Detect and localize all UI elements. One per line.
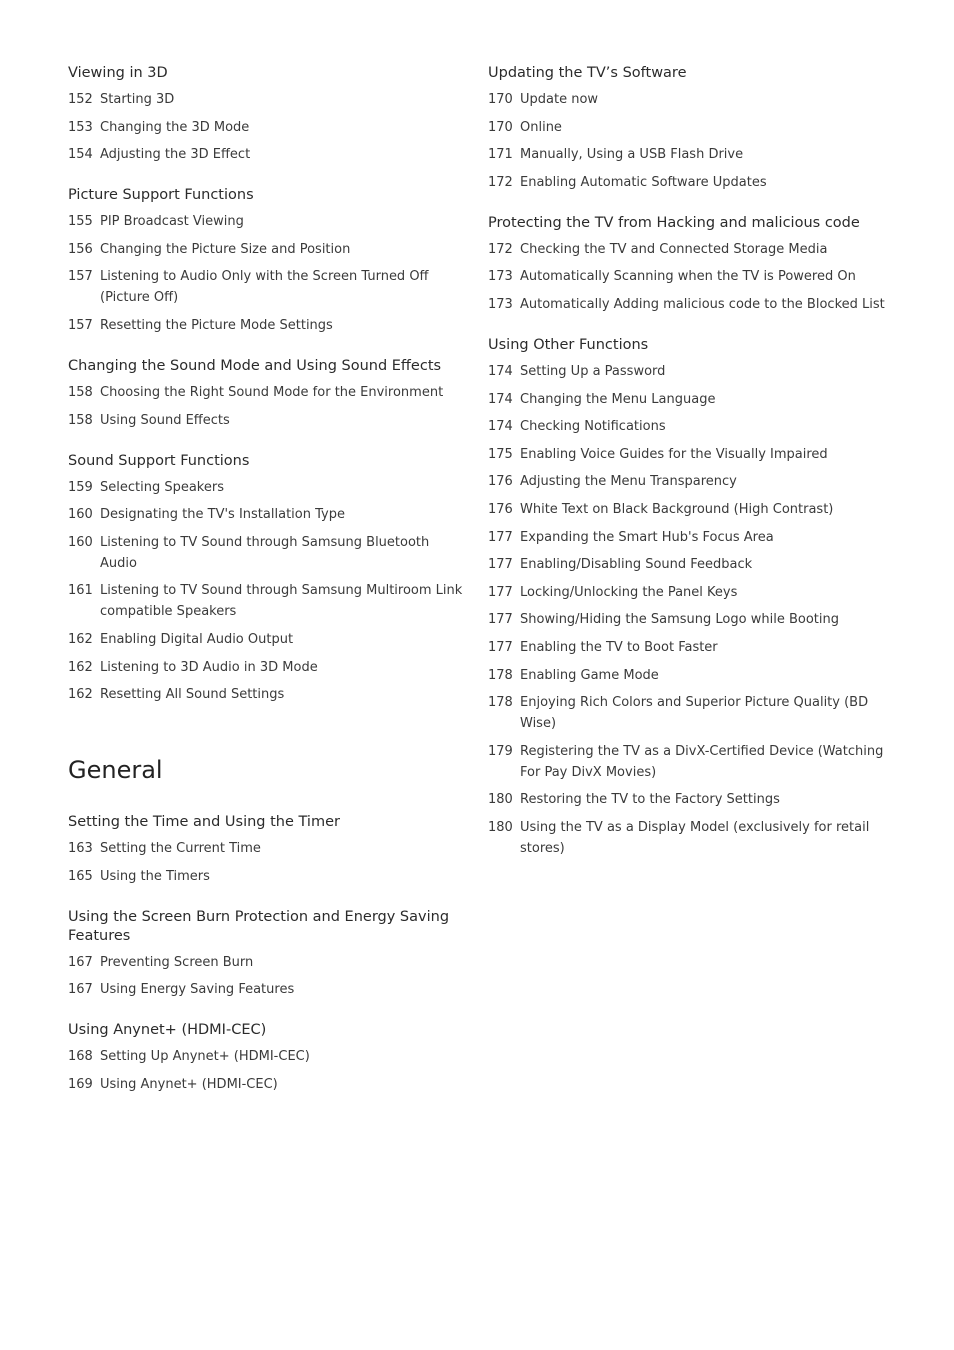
section-title[interactable]: Viewing in 3D (68, 65, 168, 81)
entry-title: Using the TV as a Display Model (exclusively for retail stores) (520, 819, 870, 856)
toc-entry[interactable] (488, 471, 888, 492)
entry-page-number: 168 (68, 1049, 93, 1065)
entry-page-number: 155 (68, 214, 93, 230)
section-title[interactable]: Sound Support Functions (68, 452, 250, 469)
toc-entry[interactable] (488, 665, 888, 686)
toc-entry[interactable] (68, 1046, 468, 1067)
entry-title: Using Anynet+ (HDMI-CEC) (100, 1076, 278, 1092)
entry-title: Listening to TV Sound through Samsung Multiroom Link compatible Speakers (100, 583, 463, 620)
toc-entry[interactable] (68, 117, 468, 138)
toc-entry[interactable] (488, 416, 888, 437)
chapter-title: General (68, 756, 163, 785)
toc-entry[interactable] (68, 477, 468, 498)
section-title[interactable]: Protecting the TV from Hacking and malicious code (488, 214, 860, 231)
entry-page-number: 171 (488, 147, 513, 163)
entry-page-number: 179 (488, 743, 513, 759)
entry-page-number: 177 (488, 584, 513, 600)
entry-page-number: 169 (68, 1076, 93, 1092)
toc-section (488, 336, 888, 859)
entry-page-number: 170 (488, 92, 513, 107)
section-title[interactable]: Setting the Time and Using the Timer (68, 814, 340, 831)
toc-entry[interactable] (68, 144, 468, 165)
entry-title: Enabling/Disabling Sound Feedback (520, 557, 753, 573)
entry-title: Enabling Game Mode (520, 667, 659, 683)
toc-entry[interactable] (488, 637, 888, 658)
toc-entry[interactable] (488, 817, 888, 859)
entry-title: Update now (520, 92, 599, 107)
entry-title: Choosing the Right Sound Mode for the Environment (100, 384, 444, 400)
toc-entry[interactable] (68, 532, 468, 574)
entry-title: Adjusting the Menu Transparency (520, 474, 737, 490)
section-title[interactable]: Using Other Functions (488, 336, 649, 353)
toc-entry[interactable] (68, 1074, 468, 1095)
entry-page-number: 176 (488, 501, 513, 517)
toc-entry[interactable] (488, 89, 888, 110)
entry-title: Enabling Digital Audio Output (100, 631, 294, 647)
entry-title: Registering the TV as a DivX-Certified Device (Watching For Pay DivX Movies) (520, 743, 884, 780)
toc-section (68, 908, 468, 1001)
entry-page-number: 157 (68, 269, 93, 285)
right-sections (488, 64, 888, 859)
entry-title: PIP Broadcast Viewing (100, 214, 244, 230)
toc-entry[interactable] (68, 580, 468, 622)
toc-entry[interactable] (68, 684, 468, 705)
entry-page-number: 180 (488, 792, 513, 808)
toc-entry[interactable] (68, 266, 468, 308)
entry-page-number: 156 (68, 241, 93, 257)
entry-title: Listening to TV Sound through Samsung Bluetooth Audio (100, 534, 430, 571)
toc-entry[interactable] (68, 410, 468, 431)
section-title[interactable]: Updating the TV’s Software (488, 65, 687, 81)
toc-left-column (68, 64, 468, 1116)
toc-entry[interactable] (68, 504, 468, 525)
entry-page-number: 174 (488, 363, 513, 379)
toc-entry[interactable] (488, 144, 888, 165)
toc-entry[interactable] (488, 389, 888, 410)
entry-title: Checking the TV and Connected Storage Media (520, 241, 828, 257)
toc-entry[interactable] (488, 172, 888, 193)
entry-page-number: 167 (68, 954, 93, 970)
toc-entry[interactable] (488, 294, 888, 315)
entry-page-number: 170 (488, 119, 513, 135)
toc-entry[interactable] (68, 315, 468, 336)
section-title[interactable]: Using the Screen Burn Protection and Energy Saving Features (68, 908, 450, 944)
entry-page-number: 174 (488, 419, 513, 435)
entry-page-number: 152 (68, 92, 93, 107)
entry-page-number: 176 (488, 474, 513, 490)
entry-title: Selecting Speakers (100, 479, 224, 495)
entry-page-number: 153 (68, 119, 93, 135)
section-title[interactable]: Using Anynet+ (HDMI-CEC) (68, 1022, 267, 1039)
entry-title: Changing the 3D Mode (100, 119, 250, 135)
toc-entry[interactable] (68, 838, 468, 859)
entry-title: Manually, Using a USB Flash Drive (520, 147, 744, 163)
toc-entry[interactable] (68, 211, 468, 232)
entry-title: Changing the Picture Size and Position (100, 241, 351, 257)
entry-page-number: 158 (68, 412, 93, 428)
entry-title: Designating the TV's Installation Type (100, 507, 345, 523)
toc-section (68, 64, 468, 165)
entry-page-number: 178 (488, 695, 513, 711)
toc-entry[interactable] (488, 361, 888, 382)
toc-section (68, 357, 468, 431)
entry-page-number: 154 (68, 147, 93, 163)
left-sections-before (68, 64, 468, 705)
entry-title: Resetting All Sound Settings (100, 687, 285, 703)
toc-entry[interactable] (488, 527, 888, 548)
entry-page-number: 173 (488, 296, 513, 312)
toc-entry[interactable] (68, 657, 468, 678)
entry-title: Using Energy Saving Features (100, 982, 295, 998)
toc-entry[interactable] (488, 609, 888, 630)
entry-title: Setting Up Anynet+ (HDMI-CEC) (100, 1049, 310, 1065)
toc-entry[interactable] (488, 266, 888, 287)
entry-title: Listening to 3D Audio in 3D Mode (100, 659, 318, 675)
entry-title: Online (520, 119, 562, 135)
left-sections-after (68, 813, 468, 1095)
entry-page-number: 162 (68, 659, 93, 675)
toc-entry[interactable] (488, 582, 888, 603)
entry-page-number: 160 (68, 534, 93, 550)
section-title[interactable]: Picture Support Functions (68, 187, 254, 204)
toc-section (68, 1021, 468, 1095)
entry-page-number: 162 (68, 687, 93, 703)
entry-page-number: 173 (488, 269, 513, 285)
toc-entry[interactable] (488, 554, 888, 575)
toc-entry[interactable] (68, 382, 468, 403)
toc-section (68, 452, 468, 706)
entry-page-number: 178 (488, 667, 513, 683)
entry-page-number: 177 (488, 557, 513, 573)
entry-page-number: 177 (488, 639, 513, 655)
entry-page-number: 177 (488, 612, 513, 628)
toc-entry[interactable] (488, 444, 888, 465)
entry-title: Expanding the Smart Hub's Focus Area (520, 529, 774, 545)
entry-title: Changing the Menu Language (520, 391, 716, 407)
entry-title: Adjusting the 3D Effect (100, 147, 251, 163)
entry-title: Checking Notifications (520, 419, 666, 435)
entry-page-number: 180 (488, 819, 513, 835)
entry-title: Enjoying Rich Colors and Superior Picture Quality (BD Wise) (520, 695, 869, 732)
toc-entry[interactable] (488, 692, 888, 734)
entry-title: Automatically Adding malicious code to the Blocked List (520, 296, 885, 312)
toc-entry[interactable] (68, 866, 468, 887)
toc-entry[interactable] (68, 952, 468, 973)
entry-title: Setting the Current Time (100, 841, 261, 857)
entry-page-number: 165 (68, 868, 93, 884)
entry-title: Locking/Unlocking the Panel Keys (520, 584, 738, 600)
toc-entry[interactable] (488, 117, 888, 138)
toc-section (68, 813, 468, 887)
toc-entry[interactable] (488, 741, 888, 783)
entry-page-number: 162 (68, 631, 93, 647)
entry-title: Listening to Audio Only with the Screen Turned Off (Picture Off) (100, 269, 429, 306)
entry-title: Using the Timers (100, 868, 210, 884)
entry-page-number: 172 (488, 174, 513, 190)
entry-title: White Text on Black Background (High Contrast) (520, 501, 834, 517)
section-title[interactable]: Changing the Sound Mode and Using Sound Effects (68, 357, 442, 374)
entry-page-number: 177 (488, 529, 513, 545)
entry-page-number: 159 (68, 479, 93, 495)
entry-title: Starting 3D (100, 92, 175, 107)
entry-title: Setting Up a Password (520, 363, 666, 379)
entry-page-number: 163 (68, 841, 93, 857)
toc-section (488, 64, 888, 193)
entry-page-number: 157 (68, 317, 93, 333)
toc-entry[interactable] (68, 629, 468, 650)
toc-entry[interactable] (68, 979, 468, 1000)
entry-title: Resetting the Picture Mode Settings (100, 317, 333, 333)
toc-entry[interactable] (488, 789, 888, 810)
entry-title: Enabling the TV to Boot Faster (520, 639, 718, 655)
entry-page-number: 158 (68, 384, 93, 400)
entry-title: Preventing Screen Burn (100, 954, 254, 970)
entry-title: Enabling Automatic Software Updates (520, 174, 767, 190)
toc-entry[interactable] (488, 499, 888, 520)
entry-title: Using Sound Effects (100, 412, 230, 428)
entry-page-number: 175 (488, 446, 513, 462)
entry-page-number: 174 (488, 391, 513, 407)
entry-page-number: 172 (488, 241, 513, 257)
entry-title: Showing/Hiding the Samsung Logo while Booting (520, 612, 839, 628)
entry-page-number: 160 (68, 507, 93, 523)
entry-title: Restoring the TV to the Factory Settings (520, 792, 780, 808)
toc-entry[interactable] (68, 89, 468, 110)
toc-section (68, 186, 468, 336)
entry-page-number: 167 (68, 982, 93, 998)
toc-right-column (488, 64, 888, 880)
toc-entry[interactable] (488, 239, 888, 260)
entry-page-number: 161 (68, 583, 93, 599)
toc-entry[interactable] (68, 239, 468, 260)
toc-section (488, 214, 888, 315)
entry-title: Enabling Voice Guides for the Visually Impaired (520, 446, 828, 462)
entry-title: Automatically Scanning when the TV is Powered On (520, 269, 856, 285)
